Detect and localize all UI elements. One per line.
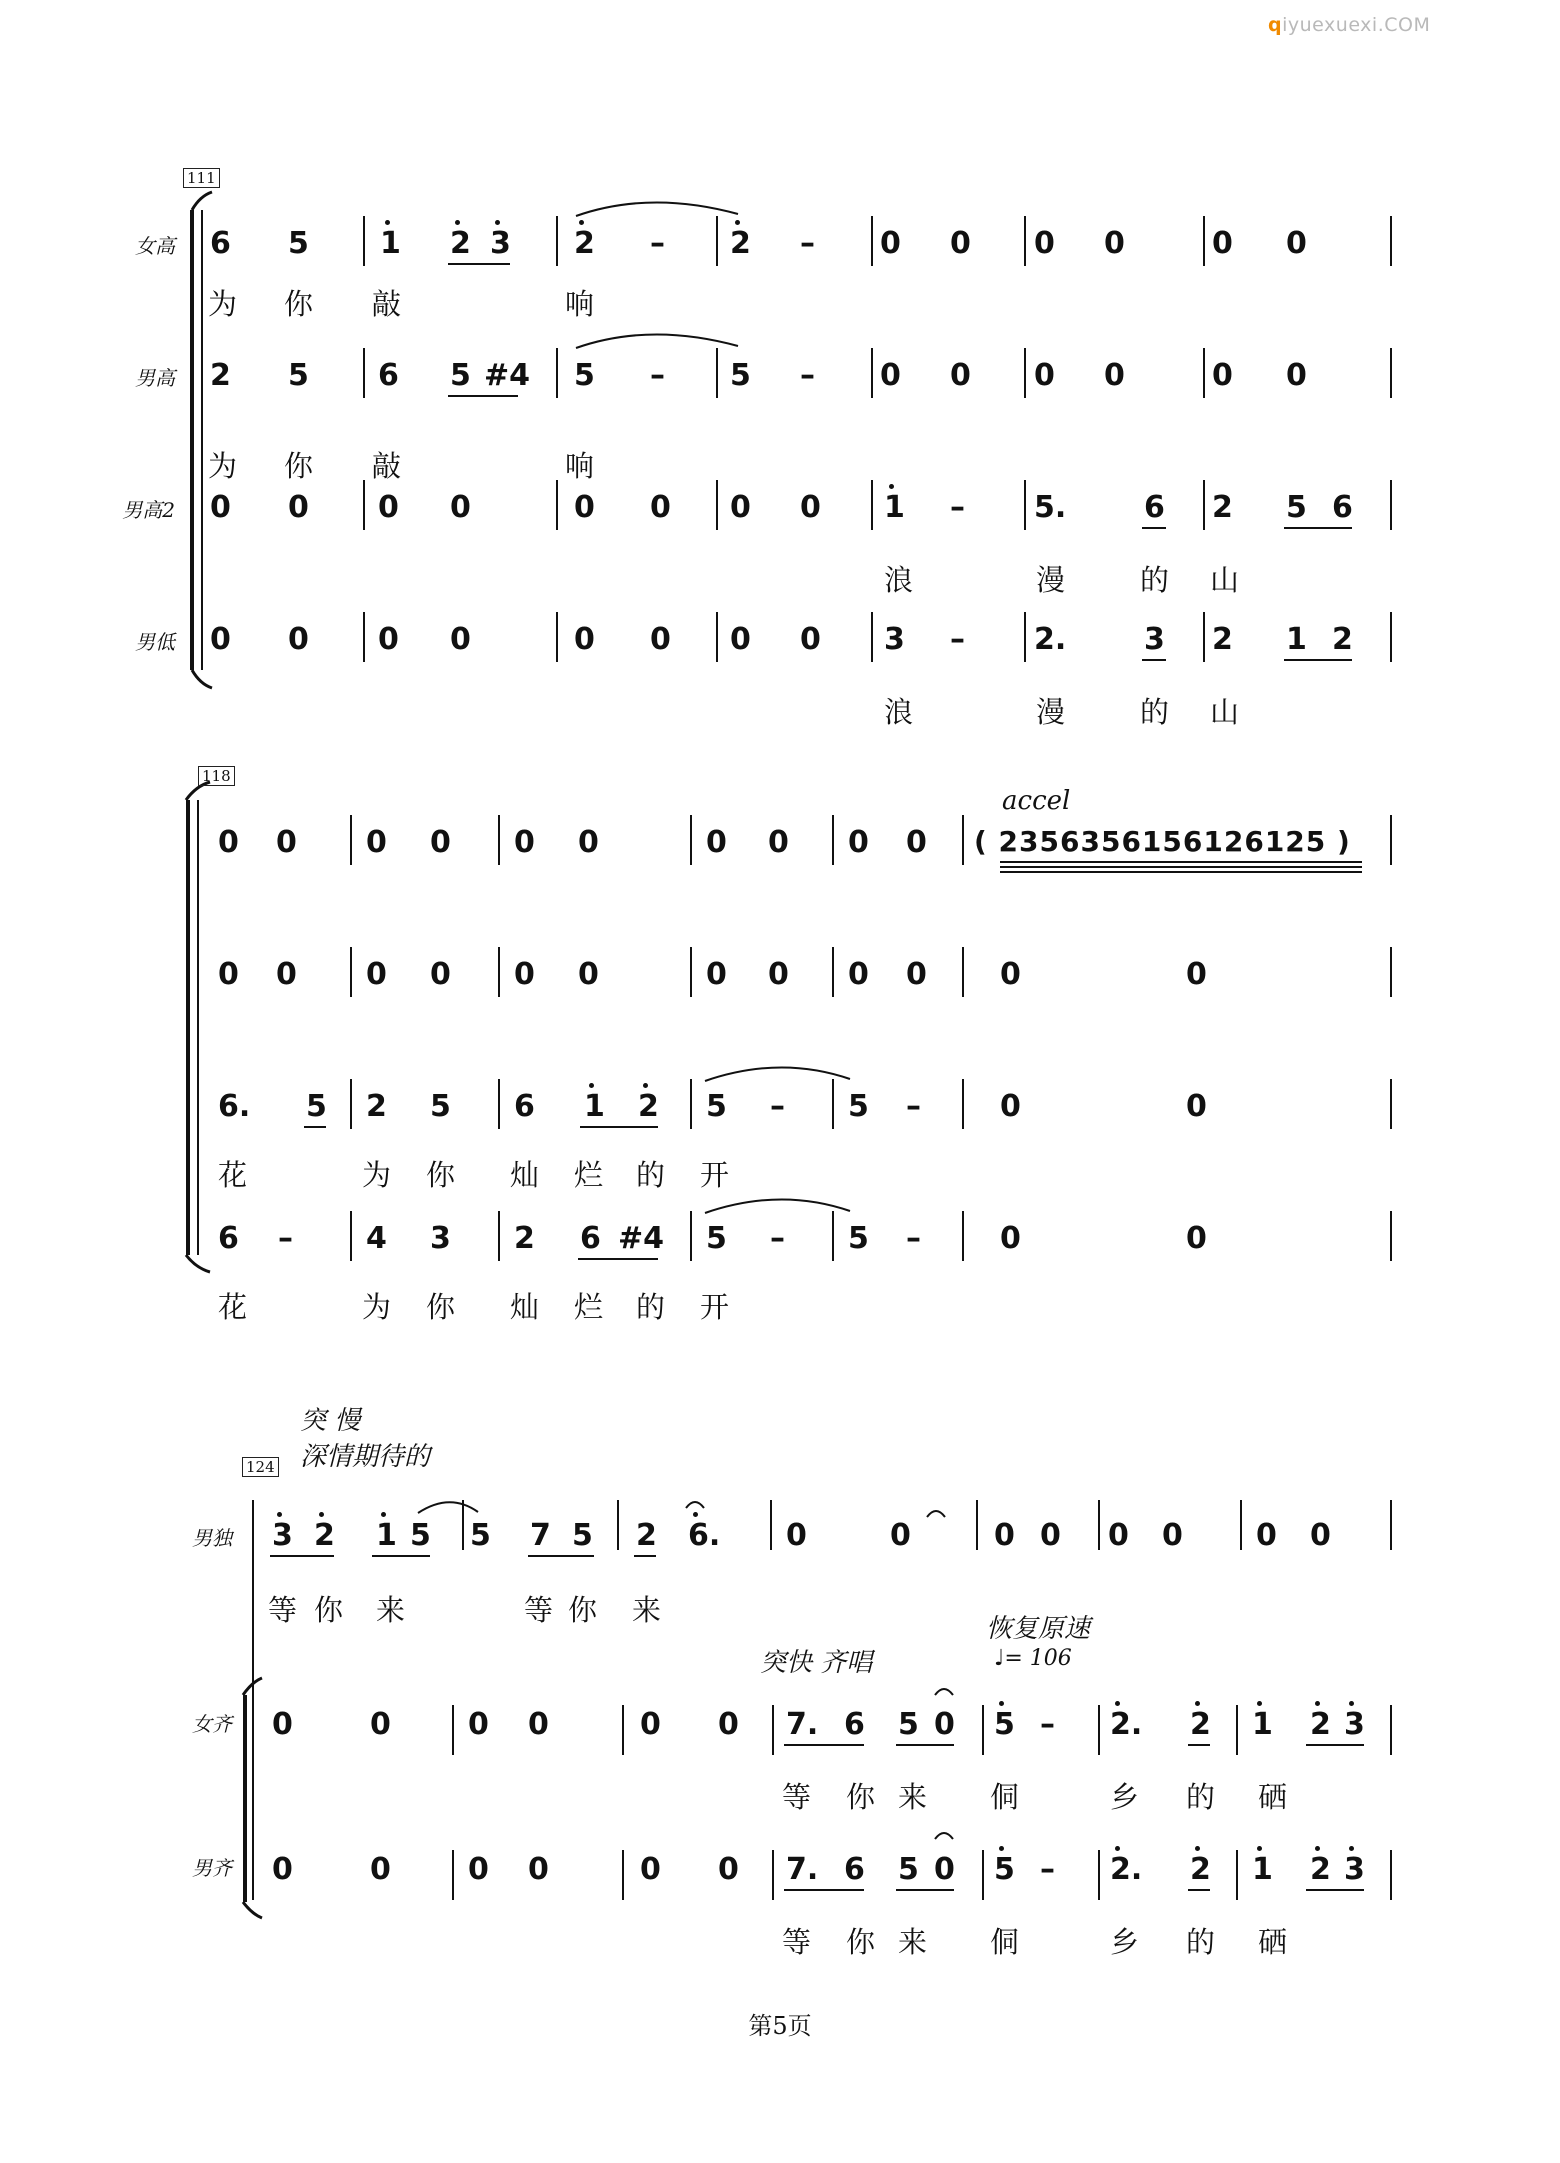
note: 0 [272,1707,293,1742]
note: 6 [580,1221,601,1256]
note: 0 [934,1707,955,1742]
note: 3 [272,1518,293,1553]
barline [1390,1705,1392,1755]
site-watermark: qiyuexuexi.COM [1268,14,1431,36]
note: 0 [450,490,471,525]
note: 0 [1286,358,1307,393]
note: 0 [730,622,751,657]
lyric: 漫 [1036,695,1066,729]
note: 0 [934,1852,955,1887]
lyric: 等 [782,1925,812,1959]
high-dot [1115,1701,1120,1706]
note: 0 [848,825,869,860]
high-dot [1257,1701,1262,1706]
note: 5 [430,1089,451,1124]
note: 1 [1286,622,1307,657]
lyric: 来 [898,1925,928,1959]
barline [982,1705,984,1755]
note: 0 [366,957,387,992]
note: 0 [288,490,309,525]
lyric: 来 [376,1593,406,1627]
note: 3 [430,1221,451,1256]
underline [784,1744,864,1746]
lyric: 等 [524,1593,554,1627]
barline [1236,1850,1238,1900]
measure-number-124: 124 [242,1457,279,1477]
barline [1098,1850,1100,1900]
underline [896,1889,954,1891]
note: 0 [430,957,451,992]
note: 0 [450,622,471,657]
note: 0 [468,1852,489,1887]
note: 5 [288,358,309,393]
note: 2 [638,1089,659,1124]
note: 0 [514,825,535,860]
note: 2 [574,226,595,261]
note: 5 [898,1707,919,1742]
note: 2 [1332,622,1353,657]
note: 6 [1332,490,1353,525]
note: 5 [574,358,595,393]
lyric: 你 [284,449,314,483]
note: 0 [574,490,595,525]
note: 0 [1000,1089,1021,1124]
underline [1306,1744,1364,1746]
note: – [950,490,965,525]
note: 2. [1110,1707,1143,1742]
note: 5 [898,1852,919,1887]
lyric: 的 [1140,563,1170,597]
note: 0 [1212,226,1233,261]
lyric: 花 [218,1290,248,1324]
underline [784,1889,864,1891]
lyric: 来 [898,1780,928,1814]
lyric: 你 [568,1593,598,1627]
part-label-male-solo: 男独 [192,1526,232,1550]
note: 0 [640,1707,661,1742]
part-label-soprano: 女高 [135,234,175,258]
part-label-tenor: 男高 [135,366,175,390]
note: 7 [530,1518,551,1553]
note: 0 [1310,1518,1331,1553]
note: – [650,226,665,261]
barline [452,1705,454,1755]
lyric: 响 [565,287,595,321]
lyric: 山 [1210,563,1240,597]
barline [982,1850,984,1900]
note: – [1040,1707,1055,1742]
note: 0 [574,622,595,657]
barline [1236,1705,1238,1755]
underline [1188,1744,1210,1746]
lyric: 等 [782,1780,812,1814]
note: 0 [718,1852,739,1887]
tempo-text-restore: 恢复原速 [986,1614,1091,1644]
lyric: 浪 [884,563,914,597]
page-number: 第5页 [748,2012,812,2040]
note: – [800,226,815,261]
high-dot [999,1701,1004,1706]
note: #4 [484,358,531,393]
high-dot [1195,1846,1200,1851]
note: 0 [950,226,971,261]
underline [1188,1889,1210,1891]
lyric: 的 [1186,1925,1216,1959]
lyric: 你 [314,1593,344,1627]
note: 0 [730,490,751,525]
note: 0 [218,825,239,860]
note: 0 [468,1707,489,1742]
lyric: 乡 [1110,1925,1140,1959]
note: 0 [800,622,821,657]
note: 3 [1344,1852,1365,1887]
high-dot [1257,1846,1262,1851]
note: 0 [1212,358,1233,393]
note: 5 [470,1518,491,1553]
note: 0 [210,622,231,657]
note: 2 [366,1089,387,1124]
barline [772,1850,774,1900]
note: 3 [1144,622,1165,657]
tempo-marking-accel: accel [1002,786,1071,816]
note: 1 [1252,1707,1273,1742]
lyric: 灿 [510,1290,540,1324]
note: 6 [514,1089,535,1124]
note: 0 [650,490,671,525]
barline [1390,1850,1392,1900]
note: 6 [210,226,231,261]
lyric: 敲 [372,287,402,321]
part-label-male-unison: 男齐 [192,1856,232,1880]
note: 0 [578,957,599,992]
note: 5 [848,1221,869,1256]
note: 7. [786,1852,819,1887]
lyric: 为 [362,1290,392,1324]
note: 2 [514,1221,535,1256]
note: – [906,1221,921,1256]
part-label-bass: 男低 [135,630,175,654]
note: 6. [688,1518,721,1553]
note: 3 [884,622,905,657]
lyric: 烂 [574,1290,604,1324]
lyric: 开 [700,1290,730,1324]
underline [896,1744,954,1746]
note: 0 [906,957,927,992]
note: 1 [884,490,905,525]
note: 5 [730,358,751,393]
note: 2 [210,358,231,393]
high-dot [1349,1846,1354,1851]
note: – [1040,1852,1055,1887]
barline [1098,1705,1100,1755]
lyric: 侗 [990,1780,1020,1814]
note: 0 [272,1852,293,1887]
high-dot [1115,1846,1120,1851]
note: 1 [380,226,401,261]
note: 5 [450,358,471,393]
note: 6 [378,358,399,393]
note: 0 [1104,226,1125,261]
note: 5 [288,226,309,261]
measure-number-118: 118 [198,766,235,786]
note: – [278,1221,293,1256]
note: 0 [1040,1518,1061,1553]
note: 0 [906,825,927,860]
note: 0 [528,1707,549,1742]
note: 0 [378,490,399,525]
note: 5 [994,1707,1015,1742]
note: 0 [786,1518,807,1553]
note: 5 [706,1089,727,1124]
high-dot [1315,1701,1320,1706]
note: 2 [450,226,471,261]
lyric: 山 [1210,695,1240,729]
note: 5 [306,1089,327,1124]
lyric: 你 [846,1925,876,1959]
note: 6 [844,1707,865,1742]
note: – [800,358,815,393]
lyric: 侗 [990,1925,1020,1959]
note: 0 [768,825,789,860]
note: 0 [706,957,727,992]
note: 0 [578,825,599,860]
lyric: 花 [218,1158,248,1192]
high-dot [999,1846,1004,1851]
lyric: 硒 [1258,1925,1288,1959]
lyric: 开 [700,1158,730,1192]
note: 0 [370,1707,391,1742]
note: 0 [950,358,971,393]
lyric: 灿 [510,1158,540,1192]
note: – [770,1089,785,1124]
note: 2 [1212,622,1233,657]
lyric: 敲 [372,449,402,483]
note: 2 [636,1518,657,1553]
lyric: 等 [268,1593,298,1627]
note: 1 [376,1518,397,1553]
note: 0 [1186,1221,1207,1256]
note: 0 [366,825,387,860]
barline [622,1850,624,1900]
note: 0 [768,957,789,992]
metronome-mark: ♩= 106 [994,1646,1072,1671]
note: 0 [1000,1221,1021,1256]
lyric: 的 [636,1158,666,1192]
expression-tender: 深情期待的 [300,1442,431,1472]
note: 0 [890,1518,911,1553]
note: 1 [1252,1852,1273,1887]
note: 7. [786,1707,819,1742]
note: 0 [1034,358,1055,393]
note: – [950,622,965,657]
lyric: 你 [846,1780,876,1814]
note: 0 [1034,226,1055,261]
barline [772,1705,774,1755]
note: 2. [1034,622,1067,657]
lyric: 浪 [884,695,914,729]
note: 2 [730,226,751,261]
expression-sudden-slow: 突 慢 [300,1406,361,1436]
note: 0 [218,957,239,992]
lyric: 为 [362,1158,392,1192]
note: 0 [276,957,297,992]
note: 5. [1034,490,1067,525]
note: 6 [218,1221,239,1256]
note: 0 [528,1852,549,1887]
note: 2 [1310,1707,1331,1742]
note: 0 [1186,957,1207,992]
note: 5 [848,1089,869,1124]
note: 6. [218,1089,251,1124]
lyric: 的 [636,1290,666,1324]
note: 0 [1186,1089,1207,1124]
note: 0 [880,226,901,261]
note: 0 [994,1518,1015,1553]
note: 6 [844,1852,865,1887]
note: 2 [1190,1707,1211,1742]
part-label-female-unison: 女齐 [192,1712,232,1736]
note: – [770,1221,785,1256]
note: 0 [514,957,535,992]
note: 0 [650,622,671,657]
note: 0 [1000,957,1021,992]
note: 3 [1344,1707,1365,1742]
note: 0 [210,490,231,525]
lyric: 你 [426,1290,456,1324]
lyric: 烂 [574,1158,604,1192]
lyric: 你 [284,287,314,321]
note: 0 [718,1707,739,1742]
note: 0 [1256,1518,1277,1553]
lyric: 硒 [1258,1780,1288,1814]
note: 2 [1310,1852,1331,1887]
high-dot [1195,1701,1200,1706]
note: 5 [410,1518,431,1553]
note: 0 [1162,1518,1183,1553]
expression-sudden-fast-unison: 突快 齐唱 [760,1648,873,1678]
underline [1306,1889,1364,1891]
note: 0 [880,358,901,393]
lyric: 为 [208,287,238,321]
lyric: 的 [1140,695,1170,729]
note: 2 [1212,490,1233,525]
note: 0 [1104,358,1125,393]
note: 0 [640,1852,661,1887]
lyric: 你 [426,1158,456,1192]
lyric: 响 [565,449,595,483]
note: 5 [706,1221,727,1256]
note: 2 [314,1518,335,1553]
note: 1 [584,1089,605,1124]
note: 0 [288,622,309,657]
note: 2 [1190,1852,1211,1887]
note: 0 [370,1852,391,1887]
note: 5 [572,1518,593,1553]
note: – [906,1089,921,1124]
measure-number-111: 111 [183,168,220,188]
note: 6 [1144,490,1165,525]
high-dot [1349,1701,1354,1706]
note: – [650,358,665,393]
note: #4 [618,1221,665,1256]
note: 4 [366,1221,387,1256]
lyric: 乡 [1110,1780,1140,1814]
lyric: 为 [208,449,238,483]
lyric: 的 [1186,1780,1216,1814]
note: 0 [848,957,869,992]
barline [622,1705,624,1755]
note: 0 [378,622,399,657]
note: 5 [1286,490,1307,525]
note: 0 [430,825,451,860]
note: 0 [706,825,727,860]
part-label-tenor2: 男高2 [122,498,175,522]
note: 2. [1110,1852,1143,1887]
high-dot [1315,1846,1320,1851]
note: 0 [800,490,821,525]
note: 0 [276,825,297,860]
note: 3 [490,226,511,261]
lyric: 漫 [1036,563,1066,597]
note: 0 [1286,226,1307,261]
accelerando-run: ( 2356356156126125 ) [974,825,1351,858]
note: 0 [1108,1518,1129,1553]
barline [452,1850,454,1900]
lyric: 来 [632,1593,662,1627]
note: 5 [994,1852,1015,1887]
